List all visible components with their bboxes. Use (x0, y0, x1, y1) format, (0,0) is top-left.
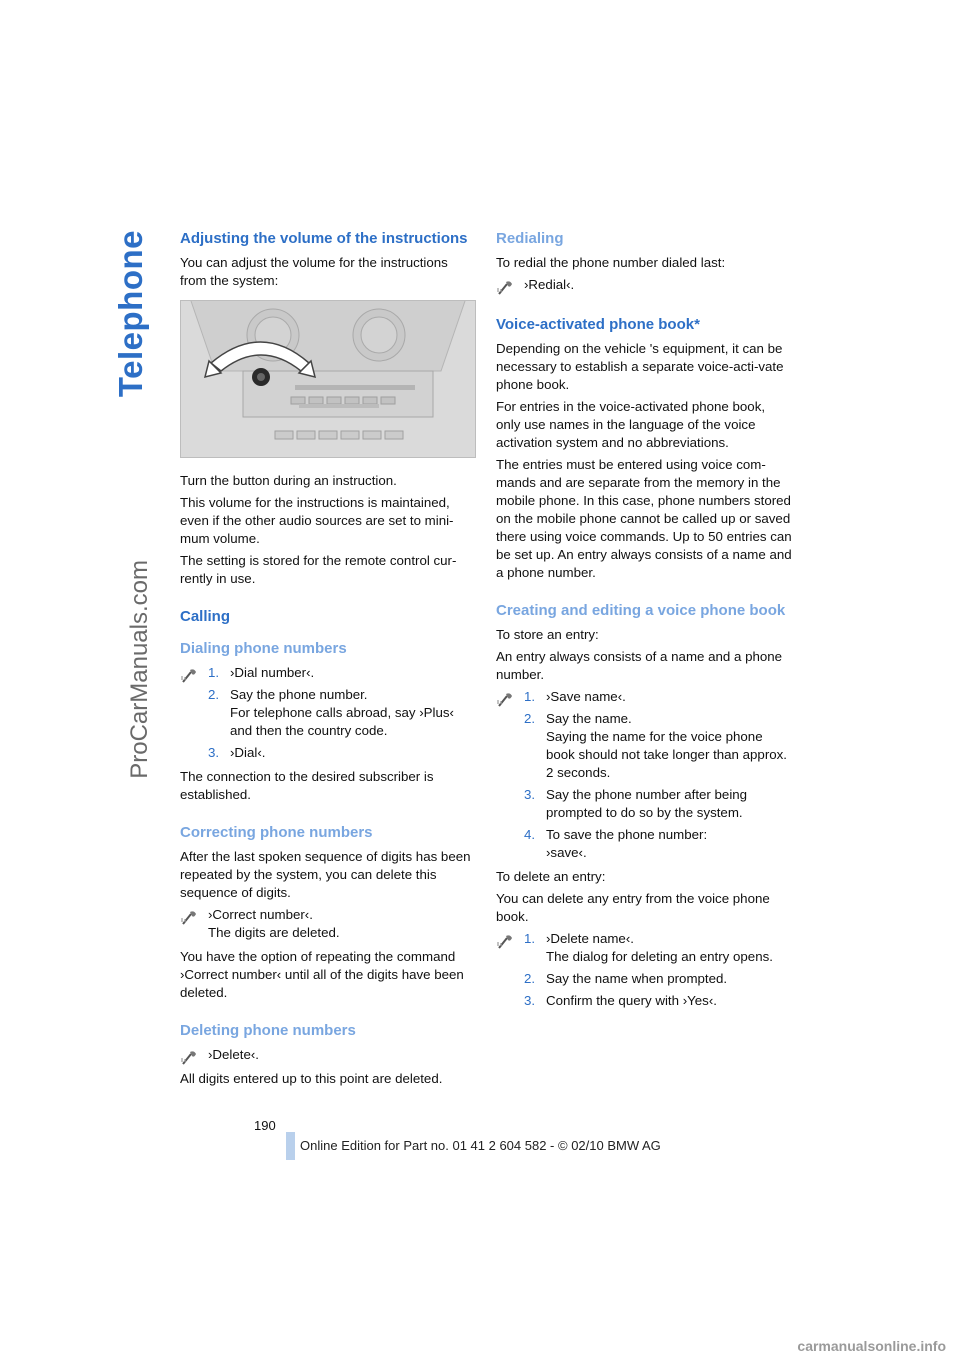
voicebook-text-2: For entries in the voice-activated phone book, only use names in the language of the voice activation system and no abbreviations. (496, 399, 766, 450)
side-watermark: ProCarManuals.com (126, 560, 153, 779)
dialing-steps (208, 664, 476, 762)
delete-voice-block (180, 1046, 476, 1064)
correct-voice-block (180, 906, 476, 942)
voice-command-icon (180, 1048, 198, 1066)
store-voice-block (496, 688, 792, 862)
voice-command-icon (180, 666, 198, 684)
page-number: 190 (254, 1118, 276, 1133)
delete-entry-text-2: You can delete any entry from the voice phone book. (496, 891, 770, 924)
redial-command: ›Redial‹. (524, 277, 575, 292)
volume-text-3: The setting is stored for the remote control cur-rently in use. (180, 553, 457, 586)
footer-accent-bar (286, 1132, 295, 1160)
correcting-heading: Correcting phone numbers (180, 824, 373, 841)
store-text-1: To store an entry: (496, 627, 599, 642)
correct-command: ›Correct number‹. (208, 907, 313, 922)
correcting-text: After the last spoken sequence of digits has been repeated by the system, you can delete this sequence of digits. (180, 849, 471, 900)
delete-steps (524, 930, 792, 1010)
list-item: 3. Confirm the query with ›Yes‹. (524, 993, 717, 1008)
redial-text: To redial the phone number dialed last: (496, 255, 726, 270)
dialing-heading: Dialing phone numbers (180, 640, 347, 657)
list-item: 3. Say the phone number after being prompted to do so by the system. (524, 787, 748, 820)
list-item: 4. To save the phone number: ›save‹. (524, 827, 708, 860)
chapter-title: Telephone (112, 230, 149, 398)
calling-heading: Calling (180, 608, 231, 625)
voice-command-icon (180, 908, 198, 926)
creating-heading: Creating and editing a voice phone book (496, 602, 786, 619)
voice-command-icon (496, 932, 514, 950)
deleting-heading: Deleting phone numbers (180, 1022, 356, 1039)
voicebook-heading: Voice-activated phone book* (496, 316, 700, 333)
volume-text-1: Turn the button during an instruction. (180, 473, 397, 488)
voicebook-text-3: The entries must be entered using voice com-mands and are separate from the memory in the mobile phone. In this case, phone numbers stored on the mobile phone cannot be called up or saved there using voice commands. Up to 50 entries can be set up. An entry always consists of a name and a phone number. (496, 457, 792, 580)
dialing-voice-block (180, 664, 476, 762)
correct-after: You have the option of repeating the command ›Correct number‹ until all of the digits have been deleted. (180, 949, 464, 1000)
list-item: 2. Say the phone number. For telephone calls abroad, say ›Plus‹ and then the country code. (208, 687, 454, 738)
redial-voice-block (496, 276, 792, 294)
list-item: 1. ›Delete name‹. The dialog for deleting an entry opens. (524, 931, 773, 964)
site-watermark: carmanualsonline.info (797, 1338, 946, 1354)
dialing-after: The connection to the desired subscriber is established. (180, 769, 434, 802)
redial-heading: Redialing (496, 230, 564, 247)
volume-intro: You can adjust the volume for the instructions from the system: (180, 255, 448, 288)
store-text-2: An entry always consists of a name and a phone number. (496, 649, 783, 682)
list-item: 1. ›Dial number‹. (208, 665, 315, 680)
control-panel-image (181, 301, 475, 457)
voicebook-text-1: Depending on the vehicle 's equipment, it can be necessary to establish a separate voice-acti-vate phone book. (496, 341, 784, 392)
left-column (180, 230, 476, 1092)
delete-after: All digits entered up to this point are deleted. (180, 1071, 443, 1086)
list-item: 2. Say the name. Saying the name for the voice phone book should not take longer than approx. 2 seconds. (524, 711, 787, 780)
right-column (496, 230, 792, 1016)
list-item: 2. Say the name when prompted. (524, 971, 728, 986)
list-item: 3. ›Dial‹. (208, 745, 266, 760)
store-steps (524, 688, 792, 862)
delete-entry-voice-block (496, 930, 792, 1010)
volume-heading: Adjusting the volume of the instructions (180, 230, 468, 247)
list-item: 1. ›Save name‹. (524, 689, 626, 704)
voice-command-icon (496, 278, 514, 296)
volume-text-2: This volume for the instructions is maintained, even if the other audio sources are set to mini-mum volume. (180, 495, 454, 546)
edition-note: Online Edition for Part no. 01 41 2 604 582 - © 02/10 BMW AG (300, 1138, 661, 1153)
voice-command-icon (496, 690, 514, 708)
delete-entry-text-1: To delete an entry: (496, 869, 606, 884)
delete-command: ›Delete‹. (208, 1047, 259, 1062)
correct-command-sub: The digits are deleted. (208, 925, 340, 940)
control-panel-illustration (180, 300, 476, 458)
